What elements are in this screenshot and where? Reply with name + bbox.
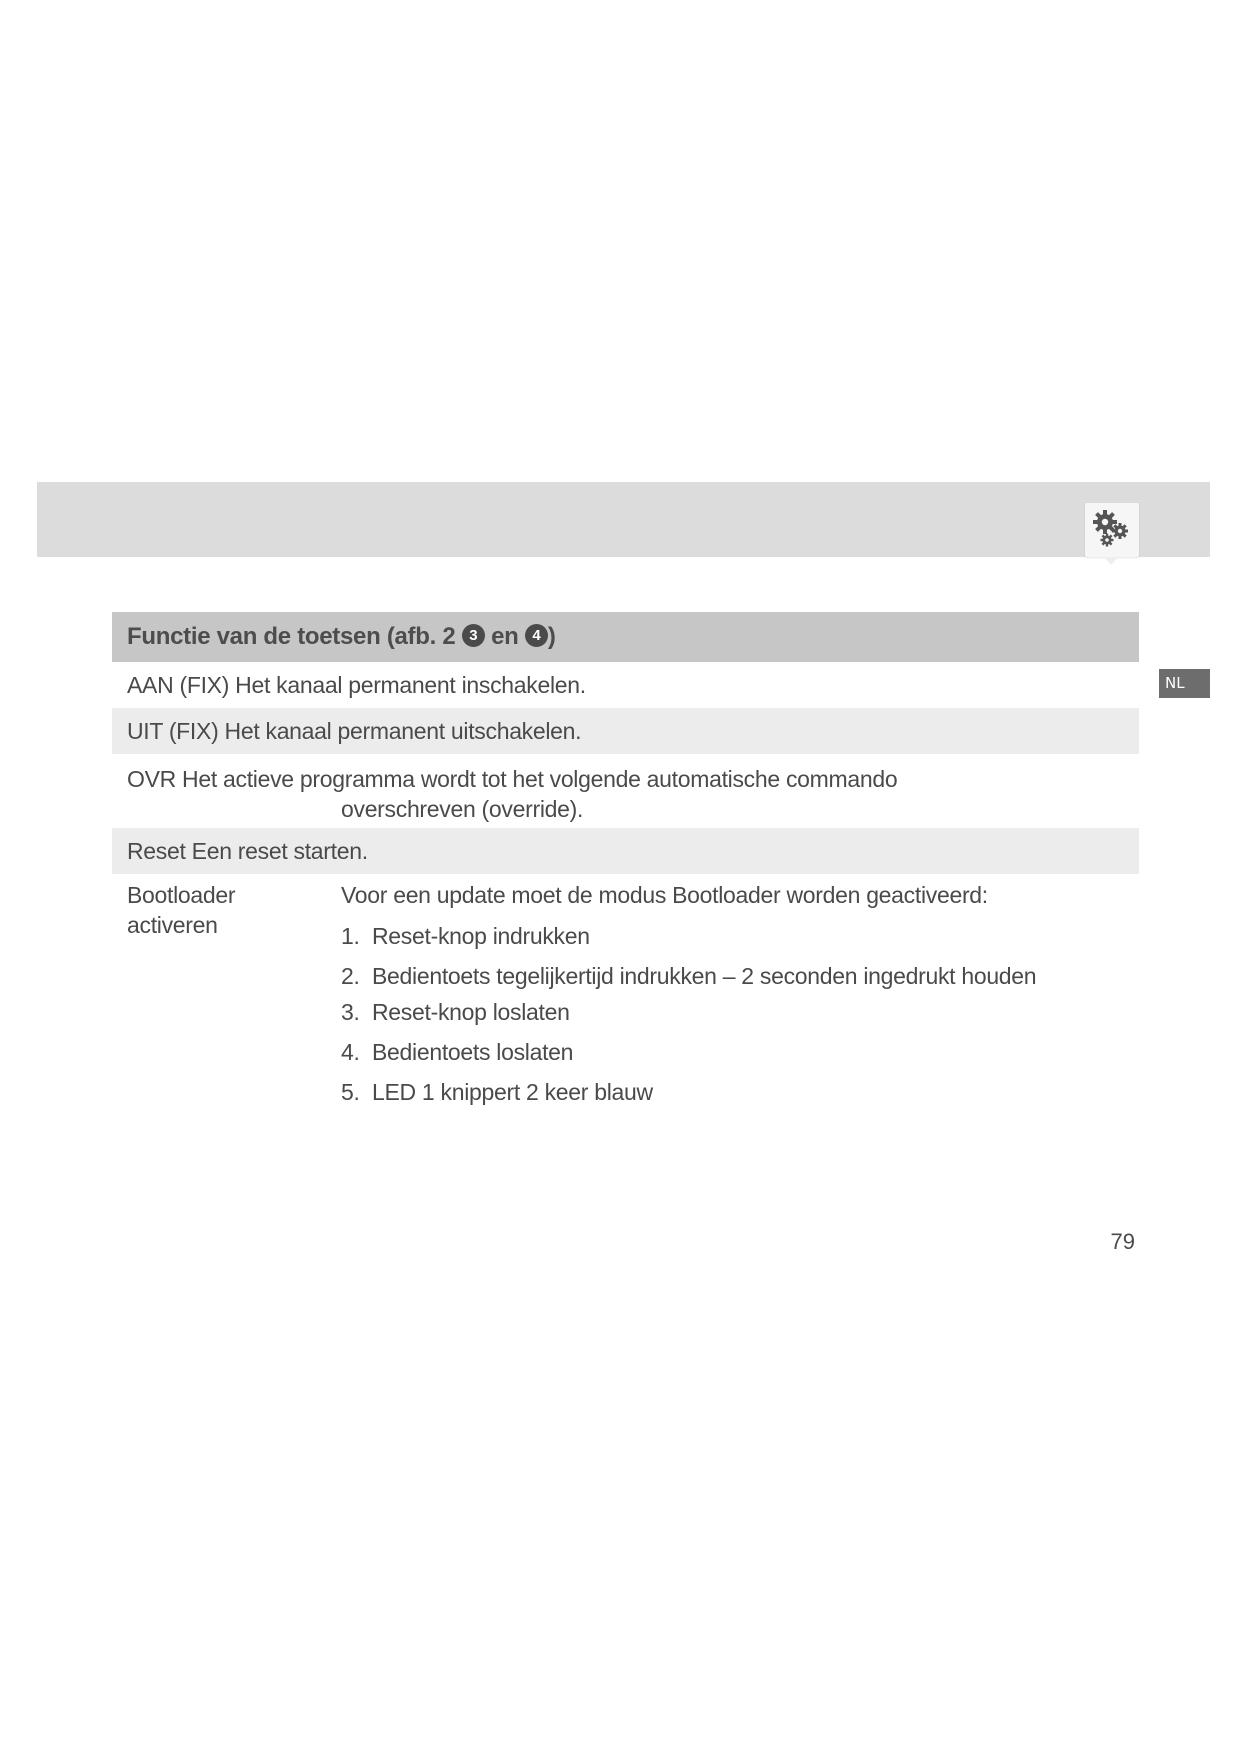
table-row-bootloader	[112, 874, 1139, 1114]
bootloader-term	[127, 880, 235, 940]
row-aan-text: AAN (FIX) Het kanaal permanent inschakelen.	[127, 672, 586, 698]
step-item	[341, 1077, 1036, 1107]
bootloader-intro: Voor een update moet de modus Bootloader worden geactiveerd:	[341, 882, 988, 908]
row-ovr-line2: overschreven (override).	[341, 796, 584, 822]
number-3-badge: 3	[462, 624, 485, 647]
table-row-reset	[112, 828, 1139, 874]
table-row-ovr	[112, 754, 1139, 828]
step-number: 1.	[341, 923, 360, 949]
step-item	[341, 997, 1036, 1027]
number-4-badge: 4	[525, 624, 548, 647]
header-band	[37, 482, 1210, 557]
step-item	[341, 921, 1036, 951]
step-text: LED 1 knippert 2 keer blauw	[372, 1079, 653, 1105]
step-item	[341, 1037, 1036, 1067]
key-function-table	[112, 612, 1139, 1114]
step-number: 5.	[341, 1079, 360, 1105]
step-text: Reset-knop indrukken	[372, 923, 590, 949]
gears-icon	[1093, 509, 1131, 549]
row-reset-text: Reset Een reset starten.	[127, 838, 368, 864]
table-header	[112, 612, 1139, 662]
step-number: 4.	[341, 1039, 360, 1065]
table-row-uit	[112, 708, 1139, 754]
bootloader-term-line1: Bootloader	[127, 882, 236, 908]
step-number: 3.	[341, 999, 360, 1025]
settings-badge	[1085, 503, 1139, 557]
step-item	[341, 961, 1036, 991]
header-text-middle: en	[484, 623, 525, 650]
table-row-aan	[112, 662, 1139, 708]
row-uit-text: UIT (FIX) Het kanaal permanent uitschakelen.	[127, 718, 582, 744]
bootloader-term-line2: activeren	[127, 912, 218, 938]
step-text: Reset-knop loslaten	[372, 999, 570, 1025]
header-text-before: Functie van de toetsen (afb. 2	[127, 623, 462, 650]
step-number: 2.	[341, 963, 360, 989]
step-text: Bedientoets tegelijkertijd indrukken – 2 seconden ingedrukt houden	[372, 963, 1037, 989]
step-text: Bedientoets loslaten	[372, 1039, 574, 1065]
badge-pointer	[1104, 557, 1118, 565]
bootloader-steps	[341, 921, 1036, 1107]
language-tab: NL	[1159, 669, 1210, 698]
row-ovr-line1: OVR Het actieve programma wordt tot het volgende automatische commando	[127, 766, 898, 792]
header-text-after: )	[547, 623, 556, 650]
page-number: 79	[1110, 1229, 1135, 1254]
